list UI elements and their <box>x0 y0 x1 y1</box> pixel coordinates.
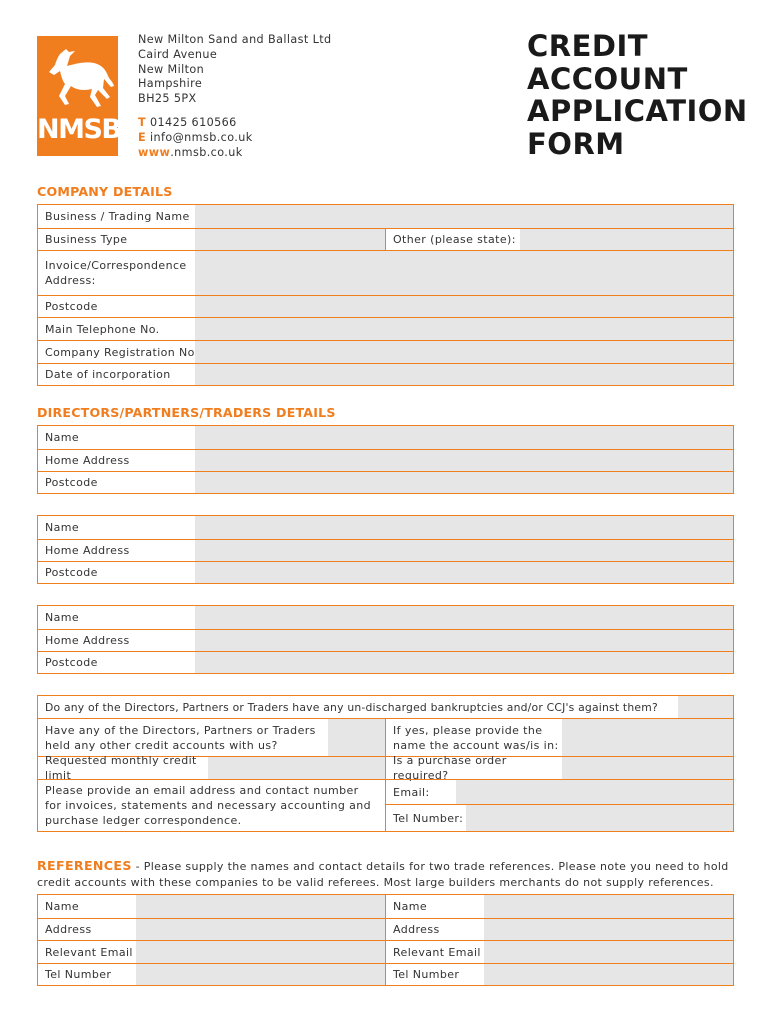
business-name-field[interactable] <box>195 205 733 228</box>
horse-icon <box>40 42 115 112</box>
director-name-field[interactable] <box>195 516 733 539</box>
ref2-address-field[interactable] <box>484 919 733 940</box>
director-address-field[interactable] <box>195 630 733 651</box>
director-address-label: Home Address <box>45 454 130 467</box>
ref2-email-label: Relevant Email <box>385 941 484 963</box>
contact-email-field[interactable] <box>456 780 733 804</box>
ref1-address-label: Address <box>45 923 92 936</box>
contact-tel-label: Tel Number: <box>393 811 464 825</box>
credit-limit-field[interactable] <box>208 757 385 779</box>
director-3-table <box>37 605 734 674</box>
address-label: Invoice/Correspondence Address: <box>45 259 187 287</box>
incorporation-field[interactable] <box>195 364 733 385</box>
contact-email-label: Email: <box>393 785 430 799</box>
company-details-table <box>37 204 734 386</box>
references-heading: REFERENCES <box>37 858 132 873</box>
credit-limit-label: Requested monthly credit limit <box>45 754 197 782</box>
ref2-address-label: Address <box>385 919 484 940</box>
address-line: BH25 5PX <box>138 92 197 106</box>
address-line: Hampshire <box>138 77 203 91</box>
director-name-field[interactable] <box>195 606 733 629</box>
references-intro: REFERENCES - Please supply the names and contact details for two trade references. Please note you need to hold credit accounts with these companies to be valid referees. Most large builders merchants do not supply references. <box>37 858 729 889</box>
phone-line: T 01425 610566 <box>138 115 237 129</box>
address-line: Caird Avenue <box>138 47 218 61</box>
other-field[interactable] <box>520 229 733 250</box>
director-1-table <box>37 425 734 494</box>
email-line[interactable]: E info@nmsb.co.uk <box>138 130 253 144</box>
account-name-label: If yes, please provide the name the account was/is in: <box>385 719 562 756</box>
company-address <box>138 33 332 160</box>
form-title: CREDIT ACCOUNT APPLICATION FORM <box>527 29 748 161</box>
ref1-tel-field[interactable] <box>136 964 385 985</box>
address-line: New Milton Sand and Ballast Ltd <box>138 33 332 46</box>
directors-heading: DIRECTORS/PARTNERS/TRADERS DETAILS <box>37 405 336 420</box>
ref2-tel-label: Tel Number <box>385 964 484 985</box>
director-address-field[interactable] <box>195 540 733 561</box>
director-postcode-label: Postcode <box>45 476 98 489</box>
reg-no-field[interactable] <box>195 341 733 363</box>
ref2-name-label: Name <box>385 895 484 918</box>
director-postcode-label: Postcode <box>45 566 98 579</box>
director-postcode-field[interactable] <box>195 562 733 583</box>
other-credit-field[interactable] <box>328 719 385 756</box>
ref2-name-field[interactable] <box>484 895 733 918</box>
bankruptcy-field[interactable] <box>678 696 733 718</box>
nmsb-logo <box>37 36 121 156</box>
reg-no-label: Company Registration No <box>45 345 195 359</box>
postcode-label: Postcode <box>45 300 98 313</box>
director-address-label: Home Address <box>45 634 130 647</box>
director-postcode-field[interactable] <box>195 472 733 493</box>
director-name-field[interactable] <box>195 426 733 449</box>
purchase-order-label: Is a purchase order required? <box>385 757 562 779</box>
telephone-field[interactable] <box>195 318 733 340</box>
questions-table <box>37 695 734 832</box>
incorporation-label: Date of incorporation <box>45 368 171 381</box>
business-type-label: Business Type <box>45 233 128 246</box>
telephone-label: Main Telephone No. <box>45 322 160 336</box>
company-details-heading: COMPANY DETAILS <box>37 184 173 199</box>
ref1-tel-label: Tel Number <box>45 968 112 981</box>
bankruptcy-question: Do any of the Directors, Partners or Traders have any un-discharged bankruptcies and/or CCJ's against them? <box>45 700 658 714</box>
purchase-order-field[interactable] <box>562 757 733 779</box>
web-line[interactable]: www.nmsb.co.uk <box>138 145 243 159</box>
postcode-field[interactable] <box>195 296 733 317</box>
ref1-email-field[interactable] <box>136 941 385 963</box>
ref2-email-field[interactable] <box>484 941 733 963</box>
address-field[interactable] <box>195 251 733 295</box>
business-type-field[interactable] <box>195 229 385 250</box>
ref1-name-field[interactable] <box>136 895 385 918</box>
ref2-tel-field[interactable] <box>484 964 733 985</box>
other-credit-question: Have any of the Directors, Partners or Traders held any other credit accounts with us? <box>45 723 316 752</box>
contact-request-label: Please provide an email address and contact number for invoices, statements and necessary accounting and purchase ledger correspondence. <box>45 784 372 827</box>
ref1-name-label: Name <box>45 900 80 913</box>
ref1-email-label: Relevant Email <box>45 945 133 959</box>
director-postcode-field[interactable] <box>195 652 733 673</box>
director-name-label: Name <box>45 521 80 534</box>
logo-text: NMSB <box>37 114 121 145</box>
director-name-label: Name <box>45 431 80 444</box>
director-postcode-label: Postcode <box>45 656 98 669</box>
director-address-field[interactable] <box>195 450 733 471</box>
other-label: Other (please state): <box>385 229 520 250</box>
account-name-field[interactable] <box>562 719 733 756</box>
director-name-label: Name <box>45 611 80 624</box>
director-2-table <box>37 515 734 584</box>
business-name-label: Business / Trading Name <box>45 210 190 223</box>
director-address-label: Home Address <box>45 544 130 557</box>
address-line: New Milton <box>138 62 205 76</box>
ref1-address-field[interactable] <box>136 919 385 940</box>
contact-tel-field[interactable] <box>466 805 733 831</box>
references-table <box>37 894 734 986</box>
